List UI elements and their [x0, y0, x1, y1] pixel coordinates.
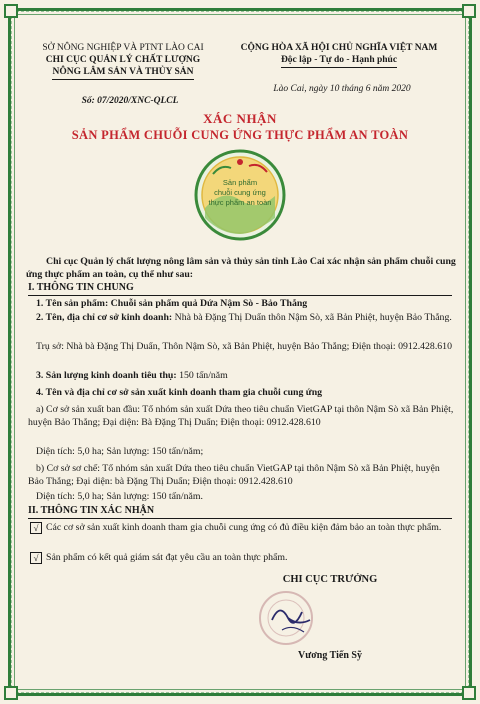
confirmation-text-1: Các cơ sở sản xuất kinh doanh tham gia chuỗi cung ứng có đủ điều kiện đảm bảo an toàn thực phẩm. [46, 522, 442, 533]
logo-line1: Sản phẩm [222, 178, 258, 187]
sales-value: 150 tấn/năm [179, 370, 228, 381]
national-motto: Độc lập - Tự do - Hạnh phúc [281, 54, 397, 68]
issuing-agency [28, 42, 218, 80]
checkbox-checked-icon: √ [30, 522, 42, 534]
confirmation-item-1 [30, 521, 454, 534]
agency-name-line2: NÔNG LÂM SẢN VÀ THỦY SẢN [52, 66, 193, 80]
logo-line2: chuỗi cung ứng [214, 188, 266, 197]
business-label: 2. Tên, địa chỉ cơ sở kinh doanh: [36, 312, 173, 323]
document-number: Số: 07/2020/XNC-QLCL [81, 96, 179, 106]
national-title: CỘNG HÒA XÃ HỘI CHỦ NGHĨA VIỆT NAM [240, 43, 438, 53]
section2-heading: II. THÔNG TIN XÁC NHẬN [28, 505, 155, 516]
stamp-seal-icon [258, 590, 314, 646]
agency-name-line1: CHI CỤC QUẢN LÝ CHẤT LƯỢNG [45, 55, 201, 65]
confirmation-item-2 [30, 551, 454, 564]
logo-line3: thực phẩm an toàn [208, 198, 272, 207]
product-name: 1. Tên sản phẩm: Chuỗi sản phẩm quả Dứa Nậm Sò - Bảo Thắng [36, 298, 308, 309]
corner-ornament [462, 686, 476, 700]
section-divider [28, 518, 452, 519]
business-office: Trụ sở: Nhà bà Đặng Thị Duẩn, Thôn Nậm Sò, xã Bản Phiệt, huyện Bảo Thắng; Điện thoại: 0912.428.610 [36, 341, 452, 352]
business-info [28, 311, 454, 324]
section1-heading: I. THÔNG TIN CHUNG [28, 282, 134, 293]
primary-producer: a) Cơ sở sản xuất ban đầu: Tổ nhóm sản xuất Dứa theo tiêu chuẩn VietGAP tại thôn Nậm Sò xã Bản Phiệt, huyện Bảo Thắng; Đại diện: Bà Đặng Thị Duẩn; Điện thoại: 0912.428.610 [28, 404, 454, 428]
document-subtitle: SẢN PHẨM CHUỖI CUNG ỨNG THỰC PHẨM AN TOÀN [71, 128, 409, 142]
sales-volume [36, 369, 454, 382]
place-date: Lào Cai, ngày 10 tháng 6 năm 2020 [273, 84, 411, 94]
business-value: Nhà bà Đặng Thị Duẩn thôn Nậm Sò, xã Bản Phiệt, huyện Bảo Thắng. [174, 312, 452, 323]
supply-chain-heading: 4. Tên và địa chỉ cơ sở sản xuất kinh doanh tham gia chuỗi cung ứng [36, 387, 323, 398]
document-title: XÁC NHẬN [203, 111, 277, 126]
signer-title: CHI CỤC TRƯỞNG [282, 574, 378, 585]
signer-name: Vương Tiến Sỹ [298, 650, 362, 661]
primary-producer-area: Diện tích: 5,0 ha; Sản lượng: 150 tấn/năm; [36, 446, 204, 457]
intro-paragraph: Chi cục Quản lý chất lượng nông lâm sản và thủy sản tỉnh Lào Cai xác nhận sản phẩm chuỗi cung ứng thực phẩm an toàn, cụ thể như sau: [26, 256, 456, 280]
corner-ornament [462, 4, 476, 18]
processing-facility: b) Cơ sở sơ chế: Tổ nhóm sản xuất Dứa theo tiêu chuẩn VietGAP tại thôn Nậm Sò xã Bản Phiệt, huyện Bảo Thắng; Đại diện: bà Đặng Thị Duẩn; Điện thoại: 0912.428.610 [28, 463, 440, 487]
confirmation-text-2: Sản phẩm có kết quả giám sát đạt yêu cầu an toàn thực phẩm. [46, 552, 288, 563]
corner-ornament [4, 4, 18, 18]
agency-parent: SỞ NÔNG NGHIỆP VÀ PTNT LÀO CAI [42, 43, 204, 53]
section-divider [28, 295, 452, 296]
checkbox-checked-icon: √ [30, 552, 42, 564]
official-stamp [258, 590, 314, 646]
safe-food-logo [193, 148, 287, 242]
logo-text [193, 178, 287, 208]
sales-label: 3. Sản lượng kinh doanh tiêu thụ: [36, 370, 177, 381]
national-header [222, 42, 456, 68]
processing-area: Diện tích: 5,0 ha; Sản lượng: 150 tấn/năm. [36, 491, 203, 502]
corner-ornament [4, 686, 18, 700]
